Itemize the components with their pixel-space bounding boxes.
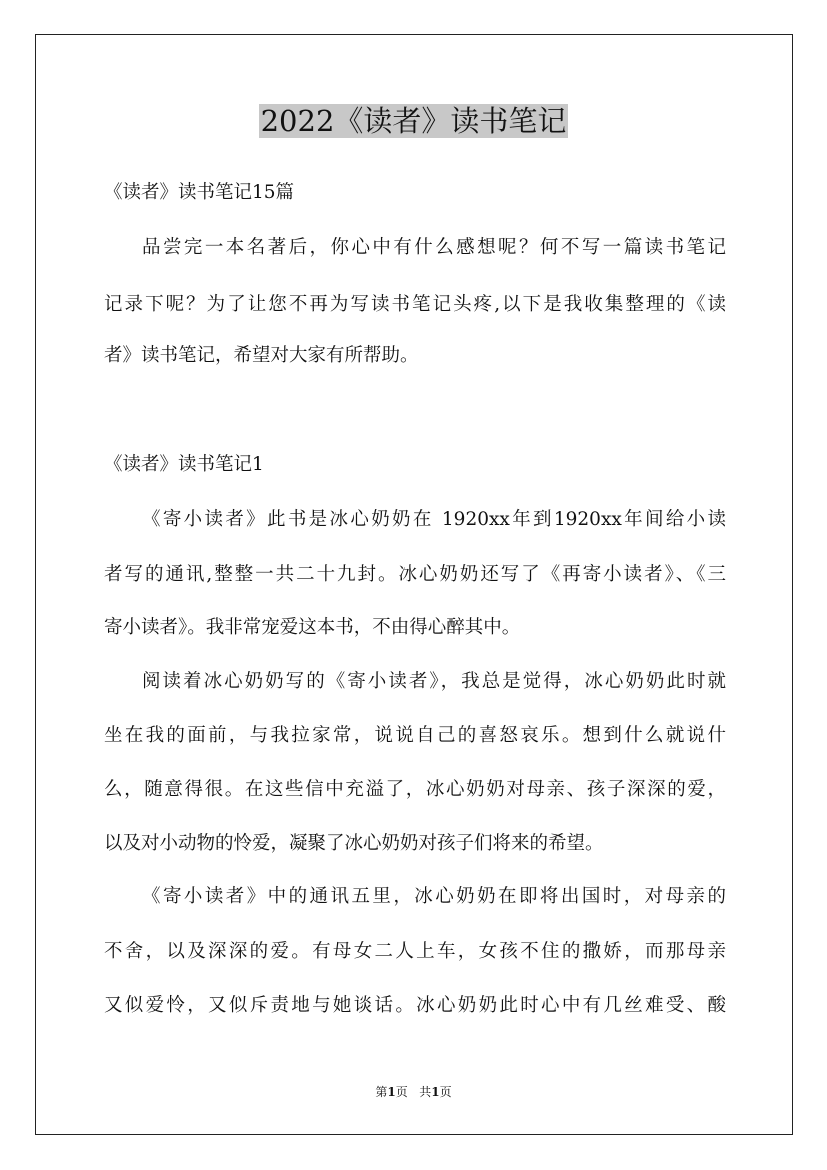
para1-line-2: 者写的通讯,整整一共二十九封。冰心奶奶还写了《再寄小读者》、《三: [104, 564, 726, 585]
para3-line-3: 又似爱怜，又似斥责地与她谈话。冰心奶奶此时心中有几丝难受、酸: [104, 995, 726, 1016]
page-suffix: 页: [395, 1085, 408, 1099]
para1-line-1: 《寄小读者》此书是冰心奶奶在 1920xx年到1920xx年间给小读: [142, 509, 726, 530]
page-number: 1: [387, 1085, 396, 1099]
para1-line-3: 寄小读者》。我非常宠爱这本书，不由得心醉其中。: [104, 617, 521, 638]
document-subtitle: 《读者》读书笔记15篇: [104, 182, 295, 203]
para3-line-1: 《寄小读者》中的通讯五里，冰心奶奶在即将出国时，对母亲的: [142, 886, 726, 907]
page-footer: [0, 1084, 827, 1100]
document-title: [0, 100, 827, 142]
intro-line-2: 记录下呢？为了让您不再为写读书笔记头疼,以下是我收集整理的《读: [104, 294, 726, 315]
total-number: 1: [431, 1085, 440, 1099]
document-title-text: 2022《读者》读书笔记: [260, 104, 567, 138]
page-prefix: 第: [375, 1085, 388, 1099]
intro-line-1: 品尝完一本名著后，你心中有什么感想呢？何不写一篇读书笔记: [142, 237, 726, 258]
total-suffix: 页: [439, 1085, 452, 1099]
total-prefix: 共: [419, 1085, 432, 1099]
para2-line-3: 么，随意得很。在这些信中充溢了，冰心奶奶对母亲、孩子深深的爱，: [104, 779, 726, 800]
para3-line-2: 不舍，以及深深的爱。有母女二人上车，女孩不住的撒娇，而那母亲: [104, 941, 726, 962]
para2-line-4: 以及对小动物的怜爱，凝聚了冰心奶奶对孩子们将来的希望。: [104, 833, 604, 854]
intro-line-3: 者》读书笔记，希望对大家有所帮助。: [104, 345, 419, 366]
section-heading: 《读者》读书笔记1: [104, 454, 264, 475]
para2-line-1: 阅读着冰心奶奶写的《寄小读者》，我总是觉得，冰心奶奶此时就: [142, 671, 726, 692]
para2-line-2: 坐在我的面前，与我拉家常，说说自己的喜怒哀乐。想到什么就说什: [104, 725, 726, 746]
